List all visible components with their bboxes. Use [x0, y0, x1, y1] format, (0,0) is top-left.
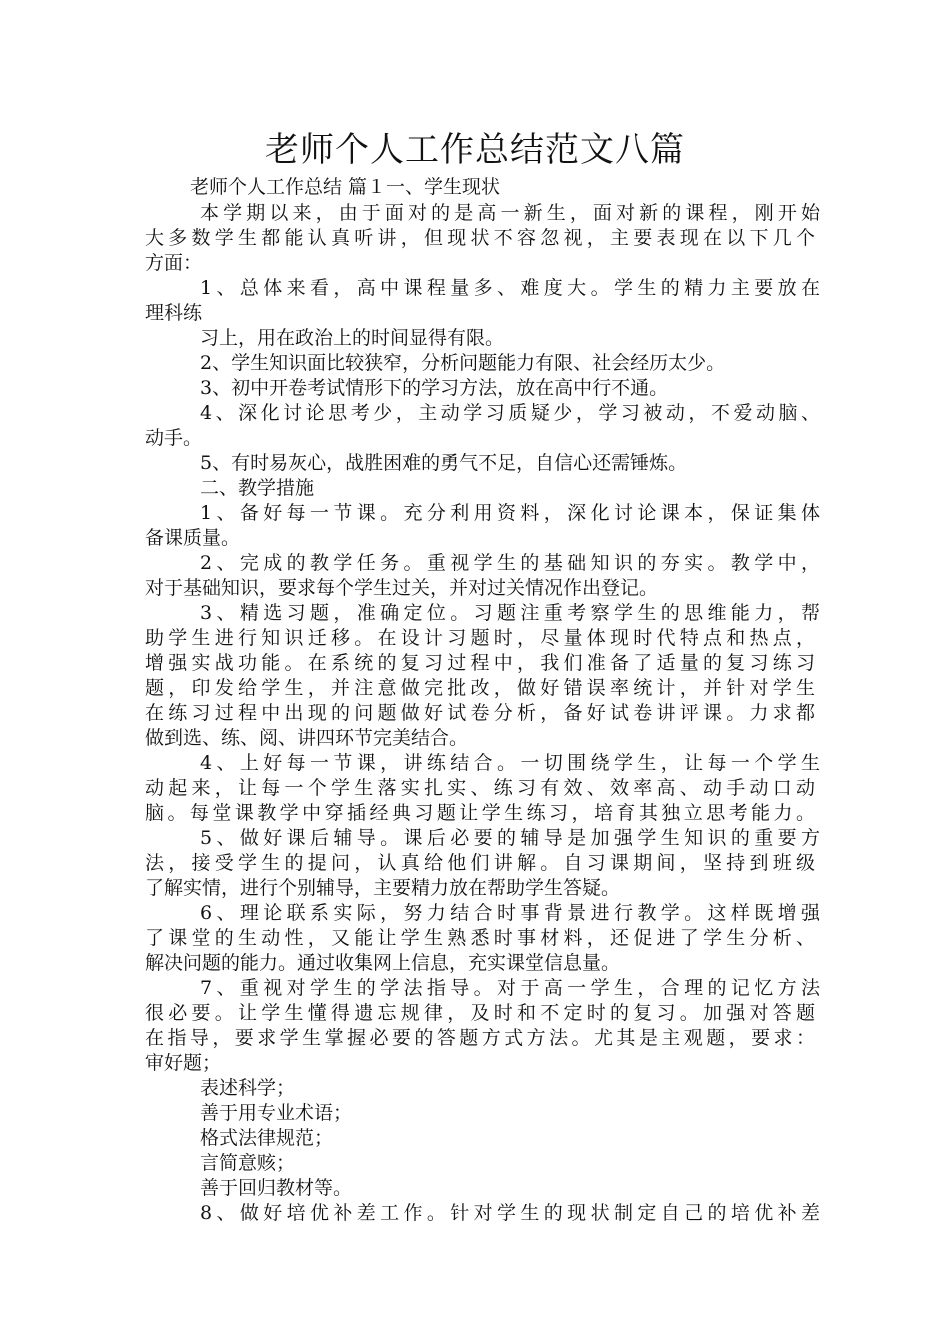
list-item: 言简意赅； — [200, 1152, 296, 1174]
paragraph-line: 动起来，让每一个学生落实扎实、练习有效、效率高、动手动口动 — [145, 777, 815, 799]
paragraph-line: 4、深化讨论思考少，主动学习质疑少，学习被动，不爱动脑、 — [200, 402, 820, 424]
paragraph-line: 8、做好培优补差工作。针对学生的现状制定自己的培优补差 — [200, 1202, 820, 1224]
paragraph-line: 1、总体来看，高中课程量多、难度大。学生的精力主要放在 — [200, 277, 820, 299]
paragraph-line: 动手。 — [145, 427, 203, 449]
paragraph-line: 6、理论联系实际，努力结合时事背景进行教学。这样既增强 — [200, 902, 820, 924]
paragraph-line: 5、有时易灰心，战胜困难的勇气不足，自信心还需锤炼。 — [200, 452, 688, 474]
list-item: 格式法律规范； — [200, 1127, 334, 1149]
paragraph-line: 做到选、练、阅、讲四环节完美结合。 — [145, 727, 469, 749]
section-heading: 二、教学措施 — [200, 477, 315, 499]
paragraph-line: 5、做好课后辅导。课后必要的辅导是加强学生知识的重要方 — [200, 827, 820, 849]
paragraph-line: 审好题； — [145, 1052, 222, 1074]
paragraph-line: 很必要。让学生懂得遗忘规律，及时和不定时的复习。加强对答题 — [145, 1002, 815, 1024]
paragraph-line: 2、完成的教学任务。重视学生的基础知识的夯实。教学中， — [200, 552, 820, 574]
paragraph-line: 对于基础知识，要求每个学生过关，并对过关情况作出登记。 — [145, 577, 659, 599]
paragraph-line: 方面： — [145, 252, 203, 274]
paragraph-line: 2、学生知识面比较狭窄，分析问题能力有限、社会经历太少。 — [200, 352, 726, 374]
paragraph-line: 3、精选习题，准确定位。习题注重考察学生的思维能力，帮 — [200, 602, 820, 624]
paragraph-line: 了解实情，进行个别辅导，主要精力放在帮助学生答疑。 — [145, 877, 621, 899]
paragraph-line: 本学期以来，由于面对的是高一新生，面对新的课程，刚开始 — [200, 202, 820, 224]
list-item: 善于回归教材等。 — [200, 1177, 353, 1199]
paragraph-line: 法，接受学生的提问，认真给他们讲解。自习课期间，坚持到班级 — [145, 852, 815, 874]
paragraph-line: 在指导，要求学生掌握必要的答题方式方法。尤其是主观题，要求： — [145, 1027, 815, 1049]
list-item: 善于用专业术语； — [200, 1102, 353, 1124]
paragraph-line: 7、重视对学生的学法指导。对于高一学生，合理的记忆方法 — [200, 977, 820, 999]
paragraph-line: 理科练 — [145, 302, 203, 324]
paragraph-line: 脑。每堂课教学中穿插经典习题让学生练习，培育其独立思考能力。 — [145, 802, 815, 824]
paragraph-line: 习上，用在政治上的时间显得有限。 — [200, 327, 505, 349]
paragraph-line: 1、备好每一节课。充分利用资料，深化讨论课本，保证集体 — [200, 502, 820, 524]
document-title: 老师个人工作总结范文八篇 — [265, 130, 685, 170]
paragraph-line: 4、上好每一节课，讲练结合。一切围绕学生，让每一个学生 — [200, 752, 820, 774]
paragraph-line: 助学生进行知识迁移。在设计习题时，尽量体现时代特点和热点， — [145, 627, 815, 649]
paragraph-line: 题，印发给学生，并注意做完批改，做好错误率统计，并针对学生 — [145, 677, 815, 699]
paragraph-line: 了课堂的生动性，又能让学生熟悉时事材料，还促进了学生分析、 — [145, 927, 815, 949]
section-heading: 老师个人工作总结 篇１一、学生现状 — [190, 176, 501, 198]
list-item: 表述科学； — [200, 1077, 296, 1099]
paragraph-line: 3、初中开卷考试情形下的学习方法，放在高中行不通。 — [200, 377, 669, 399]
paragraph-line: 备课质量。 — [145, 527, 241, 549]
paragraph-line: 解决问题的能力。通过收集网上信息，充实课堂信息量。 — [145, 952, 621, 974]
paragraph-line: 大多数学生都能认真听讲，但现状不容忽视，主要表现在以下几个 — [145, 227, 815, 249]
paragraph-line: 增强实战功能。在系统的复习过程中，我们准备了适量的复习练习 — [145, 652, 815, 674]
paragraph-line: 在练习过程中出现的问题做好试卷分析，备好试卷讲评课。力求都 — [145, 702, 815, 724]
